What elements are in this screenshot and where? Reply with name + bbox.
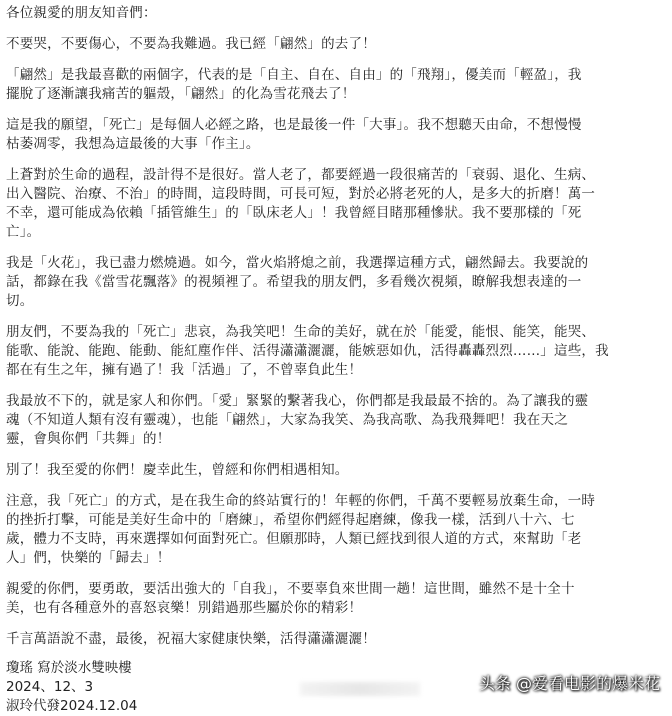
paragraph [6,254,666,311]
paragraph-line: 的挫折打擊，可能是美好生命中的「磨練」，希望你們經得起磨練，像我一樣，活到八十六、七 [6,512,575,528]
paragraph [6,116,666,154]
paragraph-line: 人」們，快樂的「歸去」！ [6,550,171,566]
paragraph-line: 我最放不下的，就是家人和你們。「愛」緊緊的繫著我心，你們都是我最最不捨的。為了讓我的靈 [6,393,589,409]
paragraph-line: 枯萎凋零，我想為這最後的大事「作主」。 [6,136,260,152]
signature-line: 2024、12、3 [6,679,94,695]
paragraph-line: 歲，體力不支時，再來選擇如何面對死亡。但願那時，人類已經找到很人道的方式，來幫助「老 [6,531,582,547]
paragraph-line: 不幸，還可能成為依賴「插管維生」的「臥床老人」！我曾經目睹那種慘狀。我不要那樣的「死 [6,205,582,221]
paragraph-line: 朋友們，不要為我的「死亡」悲哀，為我笑吧！生命的美好，就在於「能愛，能恨、能笑，能哭、 [6,324,596,340]
paragraph-line: 美，也有各種意外的喜怒哀樂！別錯過那些屬於你的精彩！ [6,600,363,616]
paragraph [6,461,666,480]
paragraph-line: 亡」。 [6,224,41,240]
paragraph-line: 靈，會與你們「共舞」的！ [6,431,171,447]
blurred-overlay [300,682,420,696]
paragraph [6,630,666,649]
paragraph-line: 不要哭，不要傷心，不要為我難過。我已經「翩然」的去了！ [6,36,376,52]
signature-line: 淑玲代發2024.12.04 [6,698,138,714]
watermark: 头条 @爱看电影的爆米花 [478,674,660,693]
paragraph [6,323,666,380]
paragraphs [6,35,666,649]
paragraph-line: 話，都錄在我《當雪花飄落》的視頻裡了。希望我的朋友們，多看幾次視頻，瞭解我想表達的一 [6,274,582,290]
paragraph [6,580,666,618]
signature-line: 瓊瑤 寫於淡水雙映樓 [6,660,132,676]
paragraph-line: 我是「火花」，我已盡力燃燒過。如今，當火焰將熄之前，我選擇這種方式，翩然歸去。我要說的 [6,255,589,271]
paragraph-line: 注意，我「死亡」的方式，是在我生命的終站實行的！年輕的你們，千萬不要輕易放棄生命，一時 [6,493,596,509]
paragraph [6,66,666,104]
paragraph [6,492,666,568]
paragraph-line: 能歌、能說、能跑、能動、能紅塵作伴、活得瀟瀟灑灑，能嫉惡如仇，活得轟轟烈烈……」這些，我 [6,343,609,359]
paragraph-line: 魂（不知道人類有沒有靈魂），也能「翩然」，大家為我笑、為我高歌、為我飛舞吧！我在天之 [6,412,568,428]
paragraph-line: 切。 [6,293,34,309]
paragraph-line: 這是我的願望，「死亡」是每個人必經之路，也是最後一件「大事」。我不想聽天由命，不想慢慢 [6,117,582,133]
paragraph-line: 親愛的你們，要勇敢，要活出強大的「自我」，不要辜負來世間一趟！這世間，雖然不是十全十 [6,581,575,597]
paragraph-line: 上蒼對於生命的過程，設計得不是很好。當人老了，都要經過一段很痛苦的「衰弱、退化、生病、 [6,167,596,183]
paragraph [6,35,666,54]
paragraph-line: 出入醫院、治療、不治」的時間，這段時間，可長可短，對於必將老死的人，是多大的折磨！萬一 [6,186,596,202]
paragraph-line: 擺脫了逐漸讓我痛苦的軀殼，「翩然」的化為雪花飛去了！ [6,86,356,102]
paragraph-line: 千言萬語說不盡，最後，祝福大家健康快樂，活得瀟瀟灑灑！ [6,631,376,647]
paragraph [6,392,666,449]
greeting: 各位親愛的朋友知音們： [6,5,157,21]
paragraph-line: 都在有生之年，擁有過了！我「活過」了，不曾辜負此生！ [6,362,363,378]
paragraph [6,166,666,242]
paragraph-line: 「翩然」是我最喜歡的兩個字，代表的是「自主、自在、自由」的「飛翔」，優美而「輕盈」，我 [6,67,582,83]
paragraph-line: 別了！我至愛的你們！慶幸此生，曾經和你們相遇相知。 [6,462,349,478]
